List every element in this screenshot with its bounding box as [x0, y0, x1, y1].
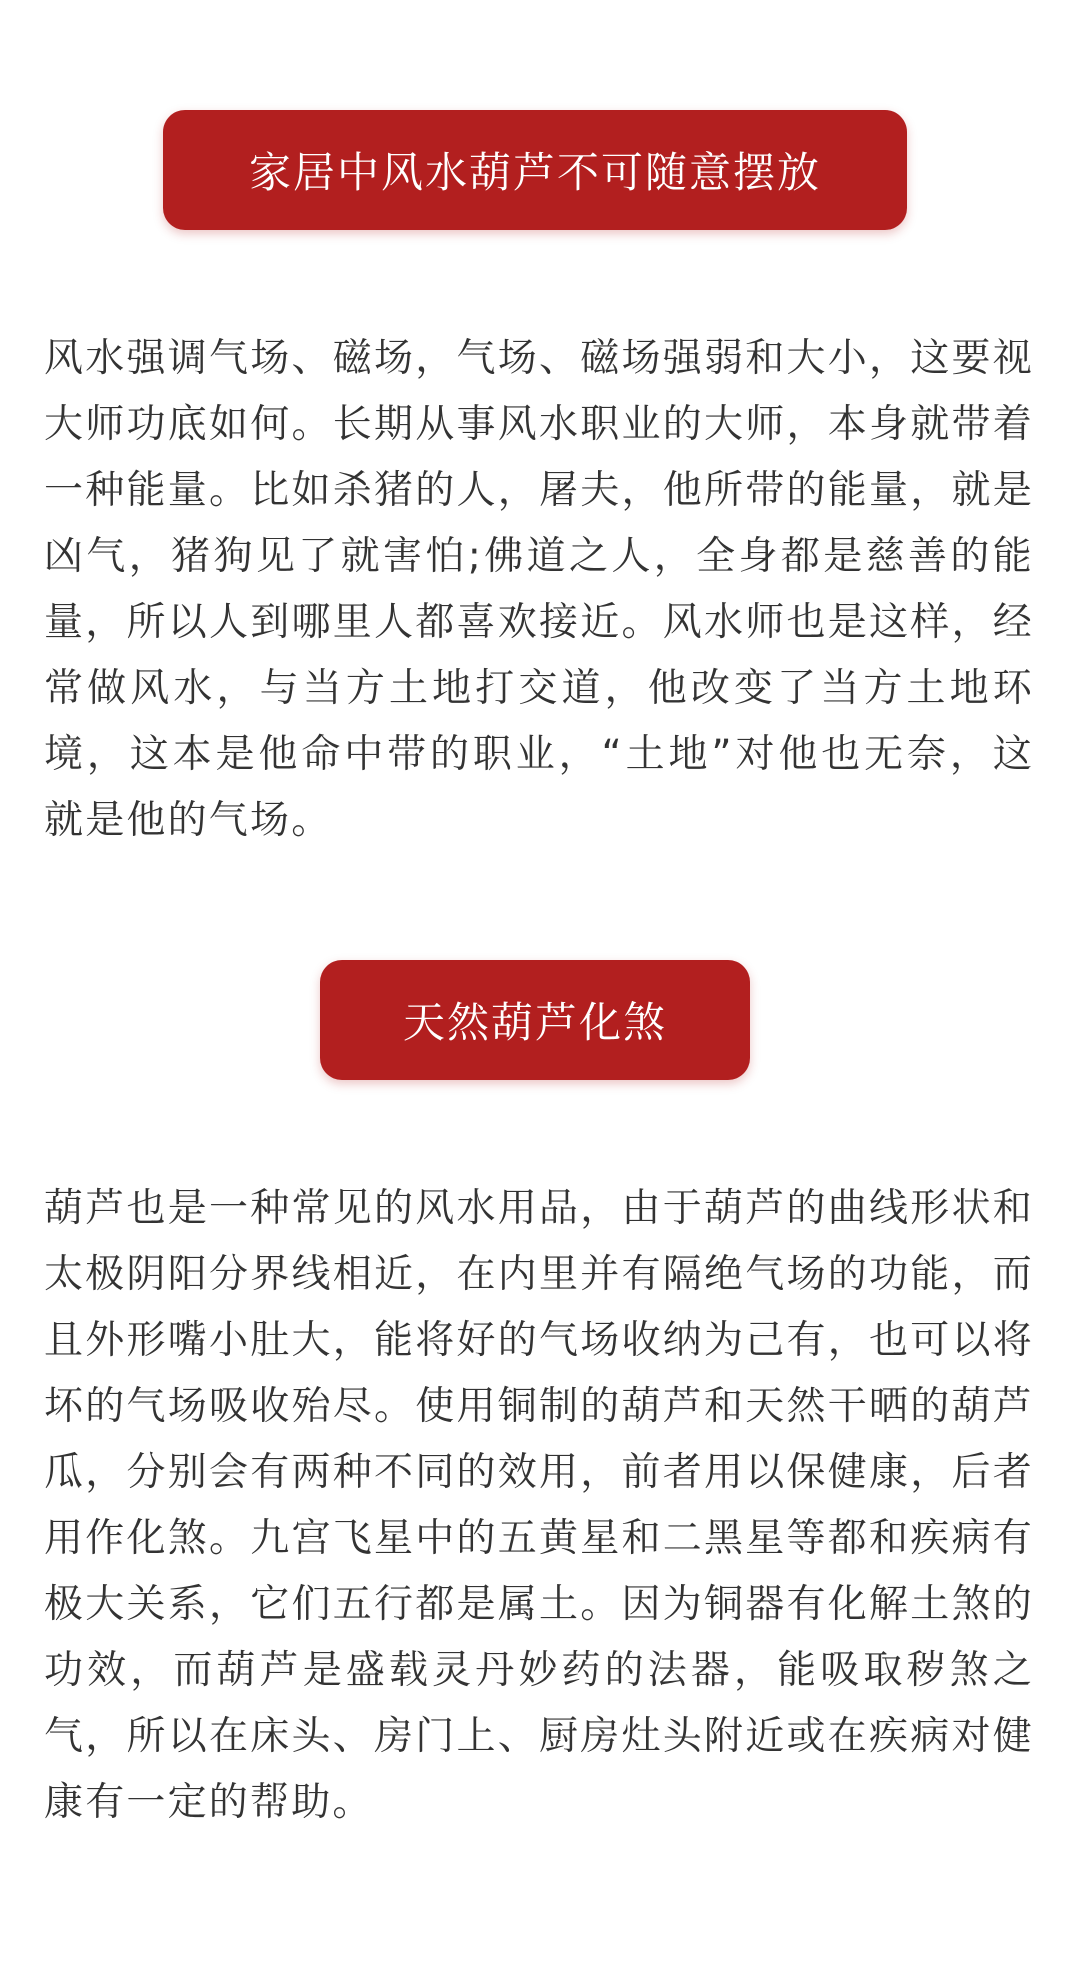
section-title-text: 天然葫芦化煞	[402, 998, 667, 1047]
section-title-text: 家居中风水葫芦不可随意摆放	[248, 148, 821, 197]
section-paragraph-gourd-usage: 葫芦也是一种常见的风水用品，由于葫芦的曲线形状和太极阴阳分界线相近，在内里并有隔绝气场的功能，而且外形嘴小肚大，能将好的气场收纳为己有，也可以将坏的气场吸收殆尽。使用铜制的葫芦和天然干晒的葫芦瓜，分别会有两种不同的效用，前者用以保健康，后者用作化煞。九宫飞星中的五黄星和二黑星等都和疾病有极大关系，它们五行都是属土。因为铜器有化解土煞的功效，而葫芦是盛载灵丹妙药的法器，能吸取秽煞之气，所以在床头、房门上、厨房灶头附近或在疾病对健康有一定的帮助。	[44, 1186, 1034, 1825]
section-title-home-gourd	[163, 110, 907, 230]
section-title-natural-gourd	[320, 960, 750, 1080]
section-paragraph-energy-field: 风水强调气场、磁场，气场、磁场强弱和大小，这要视大师功底如何。长期从事风水职业的大师，本身就带着一种能量。比如杀猪的人，屠夫，他所带的能量，就是凶气，猪狗见了就害怕;佛道之人，全身都是慈善的能量，所以人到哪里人都喜欢接近。风水师也是这样，经常做风水，与当方土地打交道，他改变了当方土地环境，这本是他命中带的职业，“土地”对他也无奈，这就是他的气场。	[44, 336, 1034, 843]
